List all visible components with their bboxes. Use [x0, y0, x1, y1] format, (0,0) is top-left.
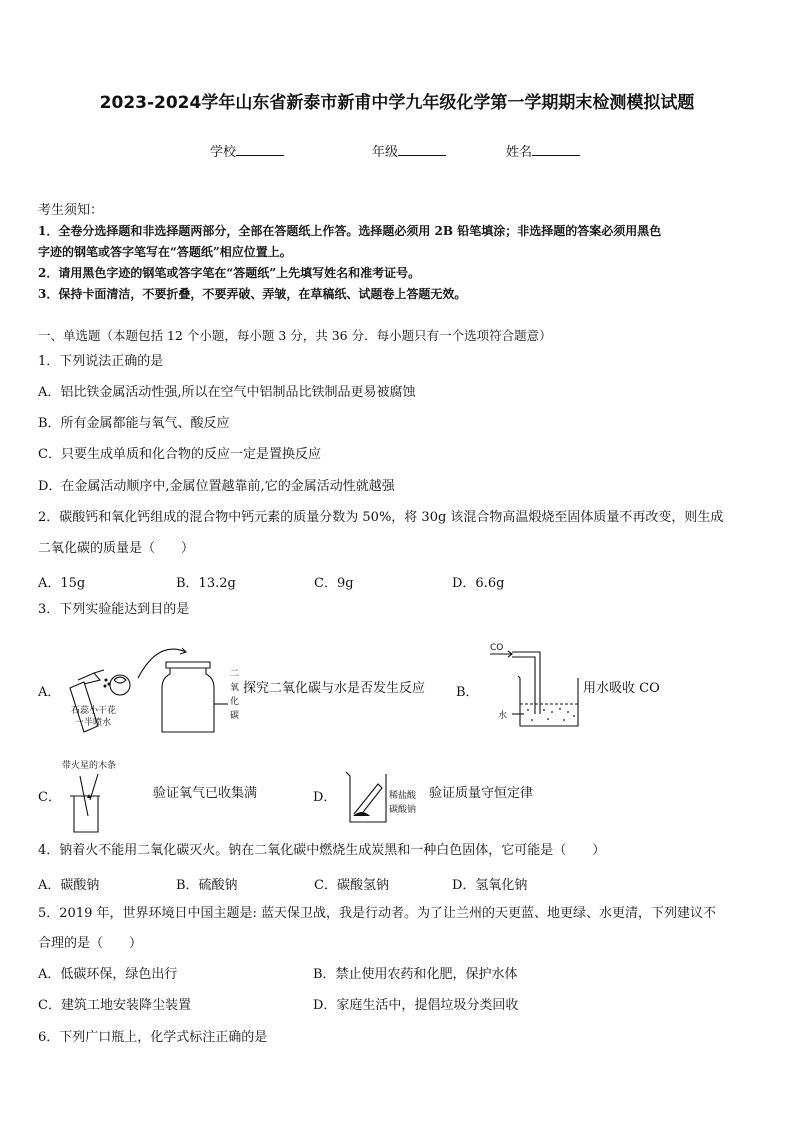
notice-item-1: 1．全卷分选择题和非选择题两部分，全部在答题纸上作答。选择题必须用 2B 铅笔填涂；非选择题的答案必须用黑色 [38, 224, 662, 238]
q3-option-c-text: 验证氧气已收集满 [153, 786, 258, 801]
q3-a-gas-char-1: 二 [230, 669, 240, 679]
notice-heading: 考生须知： [38, 203, 104, 218]
notice-item-1-cont: 字迹的钢笔或答字笔写在“答题纸”相应位置上。 [38, 245, 292, 259]
exam-title: 2023-2024学年山东省新泰市新甫中学九年级化学第一学期期末检测模拟试题 [99, 93, 695, 113]
q3-option-a-text: 探究二氧化碳与水是否发生反应 [243, 681, 426, 696]
q3-option-b-text: 用水吸收 CO [583, 681, 660, 696]
q5-option-a: A．低碳环保，绿色出行 [38, 967, 178, 982]
q4-option-c: C．碳酸氢钠 [314, 878, 389, 893]
name-label: 姓名 [506, 145, 533, 160]
q5-option-b: B．禁止使用农药和化肥，保护水体 [313, 967, 518, 982]
q2-option-d: D．6.6g [452, 576, 505, 591]
q3-option-d-label: D． [313, 790, 337, 805]
q5-option-c: C．建筑工地安装降尘装置 [38, 998, 191, 1013]
q5-stem: 5．2019 年，世界环境日中国主题是: 蓝天保卫战，我是行动者。为了让兰州的天更蓝、地更绿、水更清，下列建议不 [38, 906, 717, 921]
q3-b-figure [488, 642, 584, 734]
q3-a-gas-char-2: 氧 [230, 683, 240, 693]
q6-stem: 6．下列广口瓶上，化学式标注正确的是 [38, 1030, 268, 1045]
q1-stem: 1．下列说法正确的是 [38, 354, 164, 369]
q4-stem: 4．钠着火不能用二氧化碳灭火。钠在二氧化碳中燃烧生成炭黑和一种白色固体，它可能是（ ） [38, 843, 606, 858]
q1-option-c: C．只要生成单质和化合物的反应一定是置换反应 [38, 447, 321, 462]
school-blank [236, 143, 284, 156]
q2-option-b: B．13.2g [176, 576, 236, 591]
notice-item-3: 3．保持卡面清洁，不要折叠，不要弄破、弄皱，在草稿纸、试题卷上答题无效。 [38, 287, 467, 301]
q4-option-d: D．氢氧化钠 [452, 878, 528, 893]
name-field [506, 141, 580, 160]
q4-option-b: B．硫酸钠 [176, 878, 238, 893]
q3-a-figure [58, 640, 248, 740]
q3-option-b-label: B． [456, 685, 479, 700]
q3-b-co-label: CO [490, 643, 504, 653]
grade-blank [398, 143, 446, 156]
q2-option-c: C．9g [314, 576, 354, 591]
q3-a-spray-label: 一半喷水 [75, 718, 112, 728]
q3-a-gas-char-4: 碳 [230, 711, 240, 721]
q3-option-a-label: A． [38, 685, 61, 700]
q1-option-d: D．在金属活动顺序中,金属位置越靠前,它的金属活动性就越强 [38, 479, 395, 494]
q3-c-top-label: 带火星的木条 [62, 761, 117, 771]
q1-option-b: B．所有金属都能与氧气、酸反应 [38, 416, 230, 431]
name-blank [532, 143, 580, 156]
q3-d-figure [340, 766, 430, 828]
q3-b-water-label: 水 [498, 711, 508, 721]
q3-d-salt-label: 碳酸钠 [389, 805, 417, 815]
school-field [210, 141, 284, 160]
q1-option-a: A．铝比铁金属活动性强,所以在空气中铝制品比铁制品更易被腐蚀 [38, 385, 416, 400]
q3-d-acid-label: 稀盐酸 [389, 791, 417, 801]
q3-stem: 3．下列实验能达到目的是 [38, 602, 190, 617]
section-heading: 一、单选题（本题包括 12 个小题，每小题 3 分，共 36 分．每小题只有一个选项符合题意） [38, 328, 552, 343]
q2-option-a: A．15g [38, 576, 86, 591]
q5-stem-cont: 合理的是（ ） [38, 936, 143, 951]
q2-stem: 2．碳酸钙和氧化钙组成的混合物中钙元素的质量分数为 50%，将 30g 该混合物高温煅烧至固体质量不再改变，则生成 [38, 510, 724, 525]
q3-a-gas-char-3: 化 [230, 697, 240, 707]
q5-option-d: D．家庭生活中，提倡垃圾分类回收 [313, 998, 519, 1013]
grade-label: 年级 [372, 145, 399, 160]
q2-stem-cont: 二氧化碳的质量是（ ） [38, 541, 195, 556]
q3-a-flower-label: 石蕊小干花 [71, 706, 117, 716]
q3-option-c-label: C． [38, 790, 61, 805]
q3-c-figure [58, 756, 154, 836]
notice-item-2: 2．请用黑色字迹的钢笔或答字笔在“答题纸”上先填写姓名和准考证号。 [38, 266, 421, 280]
q3-option-d-text: 验证质量守恒定律 [429, 786, 534, 801]
q4-option-a: A．碳酸钠 [38, 878, 100, 893]
school-label: 学校 [210, 145, 237, 160]
grade-field [372, 141, 446, 160]
